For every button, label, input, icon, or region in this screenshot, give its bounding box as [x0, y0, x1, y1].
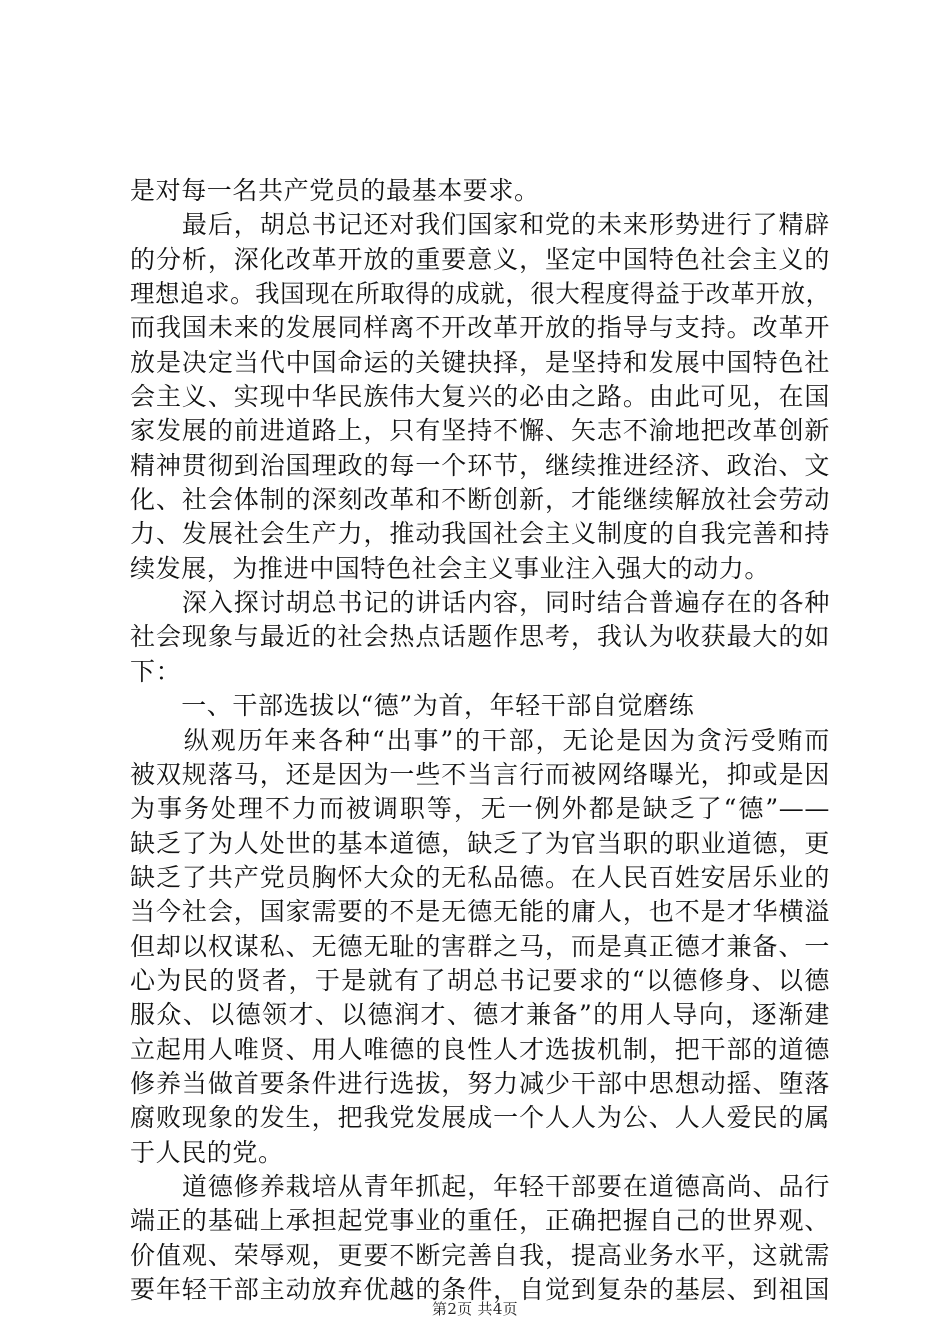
- text-line: 家发展的前进道路上，只有坚持不懈、矢志不渝地把改革创新: [130, 416, 830, 446]
- page-footer: 第2页 共4页: [432, 1300, 518, 1318]
- text-line: 放是决定当代中国命运的关键抉择，是坚持和发展中国特色社: [130, 347, 830, 377]
- text-line: 于人民的党。: [130, 1137, 284, 1167]
- text-line: 理想追求。我国现在所取得的成就，很大程度得益于改革开放，: [130, 279, 830, 309]
- text-line: 被双规落马，还是因为一些不当言行而被网络曝光，抑或是因: [130, 759, 830, 789]
- text-line: 心为民的贤者，于是就有了胡总书记要求的“以德修身、以德: [130, 965, 830, 995]
- text-line: 但却以权谋私、无德无耻的害群之马，而是真正德才兼备、一: [130, 931, 830, 961]
- text-line: 而我国未来的发展同样离不开改革开放的指导与支持。改革开: [130, 313, 830, 343]
- text-line: 端正的基础上承担起党事业的重任，正确把握自己的世界观、: [130, 1206, 830, 1236]
- text-line: 要年轻干部主动放弃优越的条件，自觉到复杂的基层、到祖国: [130, 1275, 830, 1304]
- text-line: 立起用人唯贤、用人唯德的良性人才选拔机制，把干部的道德: [130, 1034, 830, 1064]
- text-line: 服众、以德领才、以德润才、德才兼备”的用人导向，逐渐建: [130, 1000, 830, 1030]
- text-line: 续发展，为推进中国特色社会主义事业注入强大的动力。: [130, 553, 771, 583]
- document-body: [130, 174, 830, 1307]
- text-line: 当今社会，国家需要的不是无德无能的庸人，也不是才华横溢: [130, 897, 830, 927]
- text-line: 纵观历年来各种“出事”的干部，无论是因为贪污受贿而: [130, 725, 830, 755]
- text-line: 腐败现象的发生，把我党发展成一个人人为公、人人爱民的属: [130, 1103, 830, 1133]
- text-line: 社会现象与最近的社会热点话题作思考，我认为收获最大的如: [130, 622, 830, 652]
- text-line: 缺乏了共产党员胸怀大众的无私品德。在人民百姓安居乐业的: [130, 862, 830, 892]
- text-line: 力、发展社会生产力，推动我国社会主义制度的自我完善和持: [130, 519, 830, 549]
- text-line: 道德修养栽培从青年抓起，年轻干部要在道德高尚、品行: [130, 1171, 830, 1201]
- text-line: 精神贯彻到治国理政的每一个环节，继续推进经济、政治、文: [130, 450, 830, 480]
- text-line: 是对每一名共产党员的最基本要求。: [130, 176, 540, 205]
- text-line: 为事务处理不力而被调职等，无一例外都是缺乏了“德”——: [130, 794, 830, 824]
- text-line: 的分析，深化改革开放的重要意义，坚定中国特色社会主义的: [130, 244, 830, 274]
- text-line: 下：: [130, 656, 182, 686]
- text-line: 最后，胡总书记还对我们国家和党的未来形势进行了精辟: [130, 210, 830, 240]
- section-heading: 一、干部选拔以“德”为首，年轻干部自觉磨练: [130, 691, 695, 721]
- text-line: 化、社会体制的深刻改革和不断创新，才能继续解放社会劳动: [130, 485, 830, 515]
- text-line: 深入探讨胡总书记的讲话内容，同时结合普遍存在的各种: [130, 588, 830, 618]
- text-line: 修养当做首要条件进行选拔，努力减少干部中思想动摇、堕落: [130, 1068, 830, 1098]
- text-line: 缺乏了为人处世的基本道德，缺乏了为官当职的职业道德，更: [130, 828, 830, 858]
- text-line: 会主义、实现中华民族伟大复兴的必由之路。由此可见，在国: [130, 382, 830, 412]
- text-line: 价值观、荣辱观，更要不断完善自我，提高业务水平，这就需: [130, 1240, 830, 1270]
